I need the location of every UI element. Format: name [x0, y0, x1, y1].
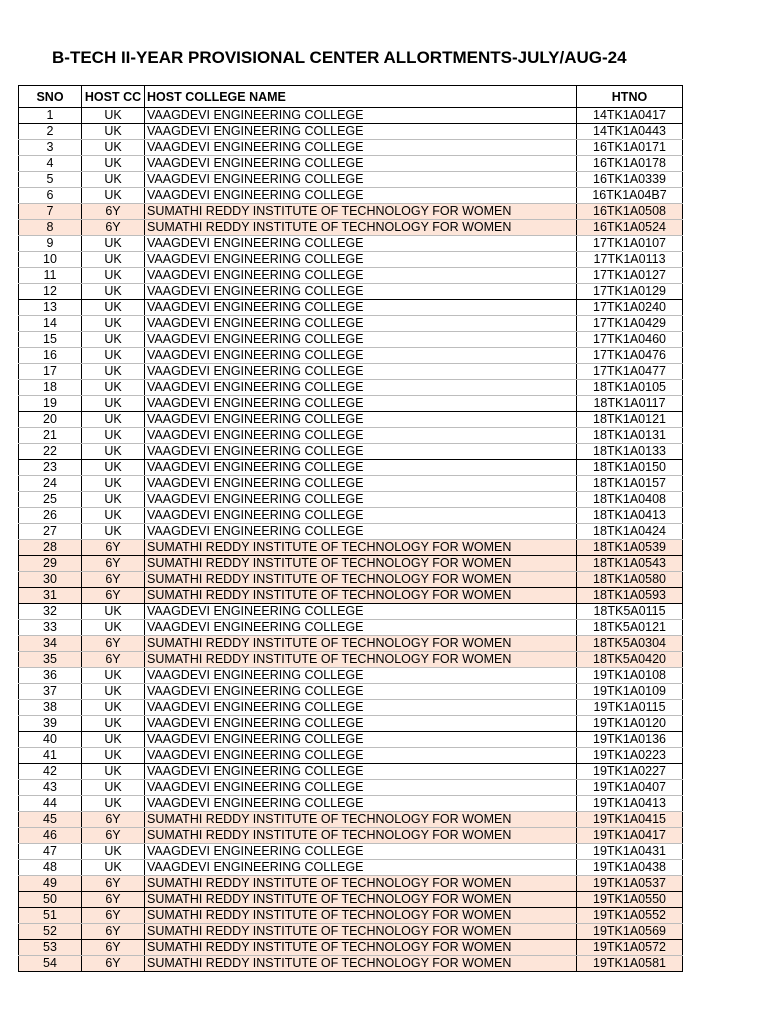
- cell-host-college: VAAGDEVI ENGINEERING COLLEGE: [145, 684, 577, 700]
- cell-host-college: VAAGDEVI ENGINEERING COLLEGE: [145, 460, 577, 476]
- cell-sno: 46: [19, 828, 82, 844]
- table-row: [19, 348, 683, 364]
- table-row: [19, 108, 683, 124]
- cell-host-cc: UK: [82, 668, 145, 684]
- table-row: [19, 332, 683, 348]
- table-row: [19, 588, 683, 604]
- cell-host-cc: UK: [82, 268, 145, 284]
- cell-host-cc: UK: [82, 364, 145, 380]
- cell-sno: 50: [19, 892, 82, 908]
- table-row: [19, 380, 683, 396]
- cell-htno: 18TK5A0420: [577, 652, 683, 668]
- cell-htno: 17TK1A0113: [577, 252, 683, 268]
- table-row: [19, 428, 683, 444]
- cell-host-college: SUMATHI REDDY INSTITUTE OF TECHNOLOGY FOR WOMEN: [145, 572, 577, 588]
- cell-htno: 18TK1A0539: [577, 540, 683, 556]
- cell-host-cc: UK: [82, 428, 145, 444]
- cell-host-college: VAAGDEVI ENGINEERING COLLEGE: [145, 716, 577, 732]
- cell-htno: 14TK1A0443: [577, 124, 683, 140]
- cell-htno: 18TK1A0593: [577, 588, 683, 604]
- table-row: [19, 732, 683, 748]
- cell-host-college: VAAGDEVI ENGINEERING COLLEGE: [145, 796, 577, 812]
- cell-host-college: VAAGDEVI ENGINEERING COLLEGE: [145, 844, 577, 860]
- cell-host-cc: UK: [82, 156, 145, 172]
- cell-host-cc: UK: [82, 412, 145, 428]
- cell-sno: 9: [19, 236, 82, 252]
- cell-sno: 34: [19, 636, 82, 652]
- cell-host-cc: UK: [82, 316, 145, 332]
- cell-sno: 43: [19, 780, 82, 796]
- table-row: [19, 716, 683, 732]
- cell-host-cc: 6Y: [82, 588, 145, 604]
- table-row: [19, 860, 683, 876]
- cell-sno: 24: [19, 476, 82, 492]
- table-row: [19, 220, 683, 236]
- table-row: [19, 140, 683, 156]
- cell-host-college: VAAGDEVI ENGINEERING COLLEGE: [145, 124, 577, 140]
- cell-host-cc: 6Y: [82, 652, 145, 668]
- cell-host-cc: UK: [82, 524, 145, 540]
- cell-host-college: SUMATHI REDDY INSTITUTE OF TECHNOLOGY FOR WOMEN: [145, 908, 577, 924]
- cell-sno: 33: [19, 620, 82, 636]
- cell-sno: 3: [19, 140, 82, 156]
- cell-sno: 7: [19, 204, 82, 220]
- cell-host-cc: UK: [82, 700, 145, 716]
- cell-host-college: VAAGDEVI ENGINEERING COLLEGE: [145, 108, 577, 124]
- cell-host-cc: UK: [82, 236, 145, 252]
- cell-host-cc: UK: [82, 604, 145, 620]
- cell-host-college: SUMATHI REDDY INSTITUTE OF TECHNOLOGY FOR WOMEN: [145, 940, 577, 956]
- cell-htno: 17TK1A0240: [577, 300, 683, 316]
- cell-htno: 18TK1A0105: [577, 380, 683, 396]
- table-row: [19, 524, 683, 540]
- table-row: [19, 652, 683, 668]
- cell-host-college: VAAGDEVI ENGINEERING COLLEGE: [145, 316, 577, 332]
- cell-host-cc: UK: [82, 252, 145, 268]
- cell-host-cc: 6Y: [82, 940, 145, 956]
- table-row: [19, 908, 683, 924]
- table-row: [19, 940, 683, 956]
- table-row: [19, 812, 683, 828]
- cell-htno: 16TK1A0508: [577, 204, 683, 220]
- cell-htno: 19TK1A0438: [577, 860, 683, 876]
- cell-htno: 18TK1A0117: [577, 396, 683, 412]
- cell-host-college: VAAGDEVI ENGINEERING COLLEGE: [145, 508, 577, 524]
- cell-sno: 20: [19, 412, 82, 428]
- cell-sno: 13: [19, 300, 82, 316]
- cell-htno: 19TK1A0136: [577, 732, 683, 748]
- cell-sno: 29: [19, 556, 82, 572]
- cell-htno: 17TK1A0477: [577, 364, 683, 380]
- cell-host-cc: UK: [82, 300, 145, 316]
- cell-host-cc: UK: [82, 124, 145, 140]
- cell-sno: 2: [19, 124, 82, 140]
- cell-host-college: VAAGDEVI ENGINEERING COLLEGE: [145, 668, 577, 684]
- table-row: [19, 300, 683, 316]
- cell-htno: 14TK1A0417: [577, 108, 683, 124]
- cell-host-cc: UK: [82, 684, 145, 700]
- cell-sno: 14: [19, 316, 82, 332]
- cell-host-college: VAAGDEVI ENGINEERING COLLEGE: [145, 604, 577, 620]
- cell-host-college: SUMATHI REDDY INSTITUTE OF TECHNOLOGY FOR WOMEN: [145, 924, 577, 940]
- cell-sno: 10: [19, 252, 82, 268]
- cell-host-college: SUMATHI REDDY INSTITUTE OF TECHNOLOGY FOR WOMEN: [145, 636, 577, 652]
- cell-host-college: VAAGDEVI ENGINEERING COLLEGE: [145, 268, 577, 284]
- cell-host-cc: UK: [82, 764, 145, 780]
- cell-sno: 17: [19, 364, 82, 380]
- cell-htno: 16TK1A04B7: [577, 188, 683, 204]
- table-row: [19, 412, 683, 428]
- cell-htno: 16TK1A0524: [577, 220, 683, 236]
- cell-sno: 49: [19, 876, 82, 892]
- cell-htno: 18TK1A0424: [577, 524, 683, 540]
- cell-htno: 18TK5A0121: [577, 620, 683, 636]
- cell-host-college: VAAGDEVI ENGINEERING COLLEGE: [145, 284, 577, 300]
- cell-sno: 22: [19, 444, 82, 460]
- cell-htno: 18TK1A0133: [577, 444, 683, 460]
- cell-htno: 19TK1A0109: [577, 684, 683, 700]
- cell-sno: 42: [19, 764, 82, 780]
- cell-host-cc: UK: [82, 188, 145, 204]
- table-row: [19, 204, 683, 220]
- cell-host-cc: UK: [82, 716, 145, 732]
- table-row: [19, 668, 683, 684]
- cell-host-cc: UK: [82, 348, 145, 364]
- cell-host-cc: UK: [82, 460, 145, 476]
- allotment-table: [18, 85, 683, 972]
- table-row: [19, 924, 683, 940]
- cell-host-college: SUMATHI REDDY INSTITUTE OF TECHNOLOGY FOR WOMEN: [145, 876, 577, 892]
- cell-host-cc: UK: [82, 476, 145, 492]
- cell-host-college: VAAGDEVI ENGINEERING COLLEGE: [145, 172, 577, 188]
- cell-sno: 45: [19, 812, 82, 828]
- cell-htno: 18TK5A0304: [577, 636, 683, 652]
- cell-host-college: VAAGDEVI ENGINEERING COLLEGE: [145, 860, 577, 876]
- cell-htno: 19TK1A0550: [577, 892, 683, 908]
- cell-host-college: VAAGDEVI ENGINEERING COLLEGE: [145, 780, 577, 796]
- cell-host-college: VAAGDEVI ENGINEERING COLLEGE: [145, 492, 577, 508]
- table-header-row: [19, 86, 683, 108]
- cell-htno: 18TK1A0413: [577, 508, 683, 524]
- cell-sno: 51: [19, 908, 82, 924]
- table-row: [19, 156, 683, 172]
- cell-host-college: SUMATHI REDDY INSTITUTE OF TECHNOLOGY FOR WOMEN: [145, 828, 577, 844]
- cell-host-college: VAAGDEVI ENGINEERING COLLEGE: [145, 748, 577, 764]
- cell-host-college: VAAGDEVI ENGINEERING COLLEGE: [145, 252, 577, 268]
- cell-host-college: VAAGDEVI ENGINEERING COLLEGE: [145, 764, 577, 780]
- cell-htno: 18TK1A0408: [577, 492, 683, 508]
- column-header-htno: HTNO: [577, 86, 683, 108]
- cell-sno: 37: [19, 684, 82, 700]
- cell-htno: 18TK1A0580: [577, 572, 683, 588]
- cell-host-cc: 6Y: [82, 636, 145, 652]
- table-row: [19, 748, 683, 764]
- cell-host-college: SUMATHI REDDY INSTITUTE OF TECHNOLOGY FOR WOMEN: [145, 588, 577, 604]
- cell-host-cc: UK: [82, 108, 145, 124]
- cell-host-college: VAAGDEVI ENGINEERING COLLEGE: [145, 732, 577, 748]
- cell-sno: 53: [19, 940, 82, 956]
- cell-htno: 19TK1A0417: [577, 828, 683, 844]
- cell-htno: 16TK1A0171: [577, 140, 683, 156]
- table-row: [19, 892, 683, 908]
- table-row: [19, 268, 683, 284]
- cell-sno: 21: [19, 428, 82, 444]
- cell-htno: 18TK1A0543: [577, 556, 683, 572]
- cell-host-cc: 6Y: [82, 828, 145, 844]
- cell-sno: 19: [19, 396, 82, 412]
- cell-host-cc: UK: [82, 380, 145, 396]
- table-row: [19, 828, 683, 844]
- cell-host-college: VAAGDEVI ENGINEERING COLLEGE: [145, 364, 577, 380]
- cell-htno: 19TK1A0537: [577, 876, 683, 892]
- cell-host-college: VAAGDEVI ENGINEERING COLLEGE: [145, 620, 577, 636]
- cell-host-college: SUMATHI REDDY INSTITUTE OF TECHNOLOGY FOR WOMEN: [145, 204, 577, 220]
- cell-sno: 48: [19, 860, 82, 876]
- cell-host-cc: 6Y: [82, 556, 145, 572]
- table-row: [19, 476, 683, 492]
- cell-host-cc: UK: [82, 508, 145, 524]
- cell-host-college: SUMATHI REDDY INSTITUTE OF TECHNOLOGY FOR WOMEN: [145, 892, 577, 908]
- table-row: [19, 844, 683, 860]
- cell-htno: 19TK1A0572: [577, 940, 683, 956]
- table-row: [19, 604, 683, 620]
- cell-host-college: VAAGDEVI ENGINEERING COLLEGE: [145, 380, 577, 396]
- cell-sno: 41: [19, 748, 82, 764]
- cell-htno: 19TK1A0227: [577, 764, 683, 780]
- table-row: [19, 444, 683, 460]
- table-row: [19, 124, 683, 140]
- table-row: [19, 508, 683, 524]
- cell-sno: 15: [19, 332, 82, 348]
- cell-sno: 47: [19, 844, 82, 860]
- cell-sno: 11: [19, 268, 82, 284]
- cell-host-college: SUMATHI REDDY INSTITUTE OF TECHNOLOGY FOR WOMEN: [145, 956, 577, 972]
- cell-htno: 17TK1A0107: [577, 236, 683, 252]
- table-row: [19, 556, 683, 572]
- cell-sno: 26: [19, 508, 82, 524]
- cell-host-college: VAAGDEVI ENGINEERING COLLEGE: [145, 156, 577, 172]
- table-row: [19, 796, 683, 812]
- cell-htno: 18TK1A0150: [577, 460, 683, 476]
- table-row: [19, 252, 683, 268]
- cell-htno: 17TK1A0429: [577, 316, 683, 332]
- cell-htno: 19TK1A0415: [577, 812, 683, 828]
- cell-sno: 8: [19, 220, 82, 236]
- table-body: [19, 108, 683, 972]
- cell-htno: 19TK1A0552: [577, 908, 683, 924]
- table-row: [19, 188, 683, 204]
- table-row: [19, 364, 683, 380]
- cell-host-cc: UK: [82, 284, 145, 300]
- cell-host-cc: UK: [82, 172, 145, 188]
- cell-sno: 18: [19, 380, 82, 396]
- cell-sno: 30: [19, 572, 82, 588]
- cell-host-cc: UK: [82, 332, 145, 348]
- cell-sno: 23: [19, 460, 82, 476]
- table-row: [19, 700, 683, 716]
- table-row: [19, 636, 683, 652]
- table-row: [19, 540, 683, 556]
- table-row: [19, 284, 683, 300]
- cell-host-college: VAAGDEVI ENGINEERING COLLEGE: [145, 412, 577, 428]
- cell-host-college: VAAGDEVI ENGINEERING COLLEGE: [145, 300, 577, 316]
- cell-host-college: SUMATHI REDDY INSTITUTE OF TECHNOLOGY FOR WOMEN: [145, 812, 577, 828]
- column-header-sno: SNO: [19, 86, 82, 108]
- column-header-host-cc: HOST CC: [82, 86, 145, 108]
- cell-sno: 27: [19, 524, 82, 540]
- table-row: [19, 492, 683, 508]
- cell-htno: 18TK1A0157: [577, 476, 683, 492]
- cell-sno: 12: [19, 284, 82, 300]
- cell-host-college: VAAGDEVI ENGINEERING COLLEGE: [145, 188, 577, 204]
- cell-sno: 38: [19, 700, 82, 716]
- cell-host-cc: 6Y: [82, 540, 145, 556]
- cell-host-cc: 6Y: [82, 908, 145, 924]
- cell-htno: 19TK1A0569: [577, 924, 683, 940]
- cell-htno: 18TK1A0121: [577, 412, 683, 428]
- cell-host-college: VAAGDEVI ENGINEERING COLLEGE: [145, 396, 577, 412]
- cell-host-cc: UK: [82, 860, 145, 876]
- cell-host-cc: 6Y: [82, 812, 145, 828]
- cell-sno: 39: [19, 716, 82, 732]
- cell-htno: 18TK1A0131: [577, 428, 683, 444]
- cell-host-cc: 6Y: [82, 220, 145, 236]
- cell-sno: 35: [19, 652, 82, 668]
- cell-sno: 32: [19, 604, 82, 620]
- cell-host-cc: UK: [82, 748, 145, 764]
- cell-host-cc: 6Y: [82, 956, 145, 972]
- cell-htno: 16TK1A0178: [577, 156, 683, 172]
- cell-htno: 19TK1A0581: [577, 956, 683, 972]
- cell-sno: 40: [19, 732, 82, 748]
- cell-sno: 54: [19, 956, 82, 972]
- cell-host-college: VAAGDEVI ENGINEERING COLLEGE: [145, 140, 577, 156]
- cell-host-cc: UK: [82, 492, 145, 508]
- cell-host-college: VAAGDEVI ENGINEERING COLLEGE: [145, 332, 577, 348]
- cell-sno: 28: [19, 540, 82, 556]
- cell-host-cc: UK: [82, 780, 145, 796]
- column-header-host-college: HOST COLLEGE NAME: [145, 86, 577, 108]
- cell-host-college: VAAGDEVI ENGINEERING COLLEGE: [145, 700, 577, 716]
- cell-htno: 19TK1A0108: [577, 668, 683, 684]
- table-row: [19, 460, 683, 476]
- table-row: [19, 764, 683, 780]
- cell-host-college: VAAGDEVI ENGINEERING COLLEGE: [145, 524, 577, 540]
- cell-host-college: VAAGDEVI ENGINEERING COLLEGE: [145, 428, 577, 444]
- cell-htno: 19TK1A0223: [577, 748, 683, 764]
- cell-host-cc: UK: [82, 396, 145, 412]
- cell-htno: 19TK1A0413: [577, 796, 683, 812]
- table-row: [19, 396, 683, 412]
- cell-htno: 19TK1A0407: [577, 780, 683, 796]
- cell-host-college: VAAGDEVI ENGINEERING COLLEGE: [145, 476, 577, 492]
- cell-sno: 1: [19, 108, 82, 124]
- cell-htno: 19TK1A0115: [577, 700, 683, 716]
- cell-host-cc: UK: [82, 844, 145, 860]
- cell-host-cc: UK: [82, 444, 145, 460]
- cell-htno: 18TK5A0115: [577, 604, 683, 620]
- cell-htno: 16TK1A0339: [577, 172, 683, 188]
- cell-host-college: VAAGDEVI ENGINEERING COLLEGE: [145, 236, 577, 252]
- cell-host-college: SUMATHI REDDY INSTITUTE OF TECHNOLOGY FOR WOMEN: [145, 652, 577, 668]
- cell-htno: 17TK1A0460: [577, 332, 683, 348]
- cell-htno: 19TK1A0431: [577, 844, 683, 860]
- cell-host-cc: 6Y: [82, 572, 145, 588]
- cell-sno: 25: [19, 492, 82, 508]
- cell-host-cc: 6Y: [82, 876, 145, 892]
- cell-host-cc: 6Y: [82, 892, 145, 908]
- cell-sno: 36: [19, 668, 82, 684]
- cell-htno: 17TK1A0129: [577, 284, 683, 300]
- cell-sno: 44: [19, 796, 82, 812]
- table-row: [19, 172, 683, 188]
- cell-sno: 6: [19, 188, 82, 204]
- table-row: [19, 956, 683, 972]
- table-row: [19, 780, 683, 796]
- cell-htno: 17TK1A0476: [577, 348, 683, 364]
- cell-htno: 17TK1A0127: [577, 268, 683, 284]
- table-row: [19, 236, 683, 252]
- cell-host-cc: 6Y: [82, 924, 145, 940]
- cell-host-cc: UK: [82, 620, 145, 636]
- cell-host-college: VAAGDEVI ENGINEERING COLLEGE: [145, 444, 577, 460]
- cell-sno: 52: [19, 924, 82, 940]
- table-row: [19, 572, 683, 588]
- cell-host-college: SUMATHI REDDY INSTITUTE OF TECHNOLOGY FOR WOMEN: [145, 556, 577, 572]
- table-row: [19, 876, 683, 892]
- cell-host-cc: UK: [82, 732, 145, 748]
- cell-sno: 16: [19, 348, 82, 364]
- cell-sno: 31: [19, 588, 82, 604]
- cell-host-cc: 6Y: [82, 204, 145, 220]
- cell-host-college: VAAGDEVI ENGINEERING COLLEGE: [145, 348, 577, 364]
- table-row: [19, 684, 683, 700]
- cell-htno: 19TK1A0120: [577, 716, 683, 732]
- table-row: [19, 316, 683, 332]
- cell-host-cc: UK: [82, 140, 145, 156]
- cell-host-college: SUMATHI REDDY INSTITUTE OF TECHNOLOGY FOR WOMEN: [145, 220, 577, 236]
- cell-sno: 5: [19, 172, 82, 188]
- cell-sno: 4: [19, 156, 82, 172]
- page-title: B-TECH II-YEAR PROVISIONAL CENTER ALLORTMENTS-JULY/AUG-24: [52, 48, 627, 67]
- cell-host-cc: UK: [82, 796, 145, 812]
- cell-host-college: SUMATHI REDDY INSTITUTE OF TECHNOLOGY FOR WOMEN: [145, 540, 577, 556]
- table-row: [19, 620, 683, 636]
